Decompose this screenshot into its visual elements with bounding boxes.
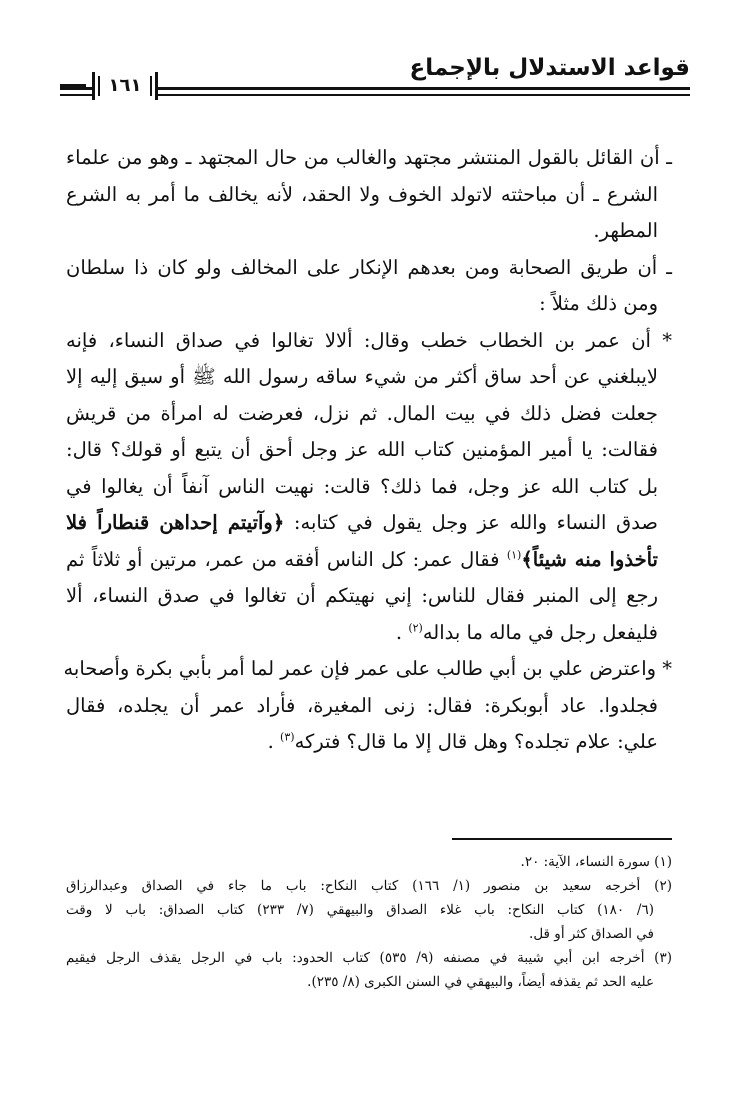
text-line <box>66 615 658 652</box>
page-number-left-dash <box>60 84 86 87</box>
footnote-ref[interactable]: (٣) <box>280 730 295 744</box>
text-fragment: صدق النساء والله عز وجل يقول في كتابه: <box>293 511 658 534</box>
page-number: ١٦١ <box>92 72 158 100</box>
footnote-3-line: عليه الحد ثم يقذفه أيضاً، والبيهقي في السنن الكبرى (٨/ ٢٣٥). <box>307 974 654 990</box>
text-line: لايبلغني عن أحد ساق أكثر من شيء ساقه رسول الله ﷺ أو سيق إليه إلا <box>66 365 658 388</box>
text-line <box>66 542 658 579</box>
header-title: قواعد الاستدلال بالإجماع <box>409 55 690 81</box>
footnote-2-line: (٦/ ١٨٠) كتاب النكاح: باب غلاء الصداق والبيهقي (٧/ ٢٣٣) كتاب الصداق: باب لا وقت <box>66 902 654 918</box>
text-line: رجع إلى المنبر فقال للناس: إني نهيتكم أن تغالوا في صدق النساء، ألا <box>66 584 658 607</box>
footnotes <box>66 850 672 994</box>
footnote-ref[interactable]: (١) <box>506 548 522 561</box>
quran-verse: ﴿وآتيتم إحداهن قنطاراً فلا <box>66 511 285 534</box>
text-fragment: فقال عمر: كل الناس أفقه من عمر، مرتين أو ثلاثاً ثم <box>66 547 500 571</box>
text-line <box>66 505 658 542</box>
paragraph-4 <box>63 651 672 761</box>
text-line: جعلت فضل ذلك في بيت المال. ثم نزل، فعرضت له امرأة من قريش <box>66 401 658 425</box>
text-line <box>66 724 658 761</box>
footnote-3-line: (٣) أخرجه ابن أبي شيبة في مصنفه (٩/ ٥٣٥) كتاب الحدود: باب في الرجل يقذف الرجل فيقيم <box>66 950 672 966</box>
text-line: * أن عمر بن الخطاب خطب وقال: ألالا تغالوا في صداق النساء، فإنه <box>66 328 672 352</box>
paragraph-1 <box>66 140 672 250</box>
footnote-separator <box>452 838 672 840</box>
footnote-ref[interactable]: (٢) <box>408 621 423 634</box>
footnote-2-line: في الصداق كثر أو قل. <box>529 926 654 942</box>
text-line: ومن ذلك مثلاً : <box>539 292 658 315</box>
text-line: ـ أن طريق الصحابة ومن بعدهم الإنكار على المخالف ولو كان ذا سلطان <box>66 255 672 279</box>
paragraph-3 <box>66 323 672 652</box>
text-line: بل كتاب الله عز وجل، فما ذلك؟ قالت: نهيت الناس آنفاً أن يغالوا في <box>66 474 658 498</box>
text-line: المطهر. <box>593 219 658 242</box>
footnote-2-line: (٢) أخرجه سعيد بن منصور (١/ ١٦٦) كتاب النكاح: باب ما جاء في الصداق وعبدالرزاق <box>66 878 672 894</box>
footnote-1: (١) سورة النساء، الآية: ٢٠. <box>520 854 672 870</box>
main-text <box>63 140 672 761</box>
text-fragment: . <box>267 730 274 753</box>
paragraph-2 <box>66 250 672 323</box>
text-line: الشرع ـ أن مباحثته لاتولد الخوف ولا الحقد، لأنه يخالف ما أمر به الشرع <box>66 182 658 206</box>
text-line: ـ أن القائل بالقول المنتشر مجتهد والغالب من حال المجتهد ـ وهو من علماء <box>66 146 672 169</box>
text-fragment: . <box>395 620 403 644</box>
text-line: * واعترض علي بن أبي طالب على عمر فإن عمر لما أمر بأبي بكرة وأصحابه <box>63 657 672 680</box>
text-line: فجلدوا. عاد أبوبكرة: فقال: زنى المغيرة، فأراد عمر أن يجلده، فقال <box>66 693 658 717</box>
text-fragment: علي: علام تجلده؟ وهل قال إلا ما قال؟ فتركه <box>294 730 658 753</box>
text-line: فقالت: يا أمير المؤمنين كتاب الله عز وجل أحق أن يتبع أو قولك؟ قال: <box>66 438 658 461</box>
quran-verse: تأخذوا منه شيئاً﴾ <box>521 547 658 571</box>
running-header <box>60 50 690 100</box>
text-fragment: فليفعل رجل في ماله ما بداله <box>422 620 658 644</box>
